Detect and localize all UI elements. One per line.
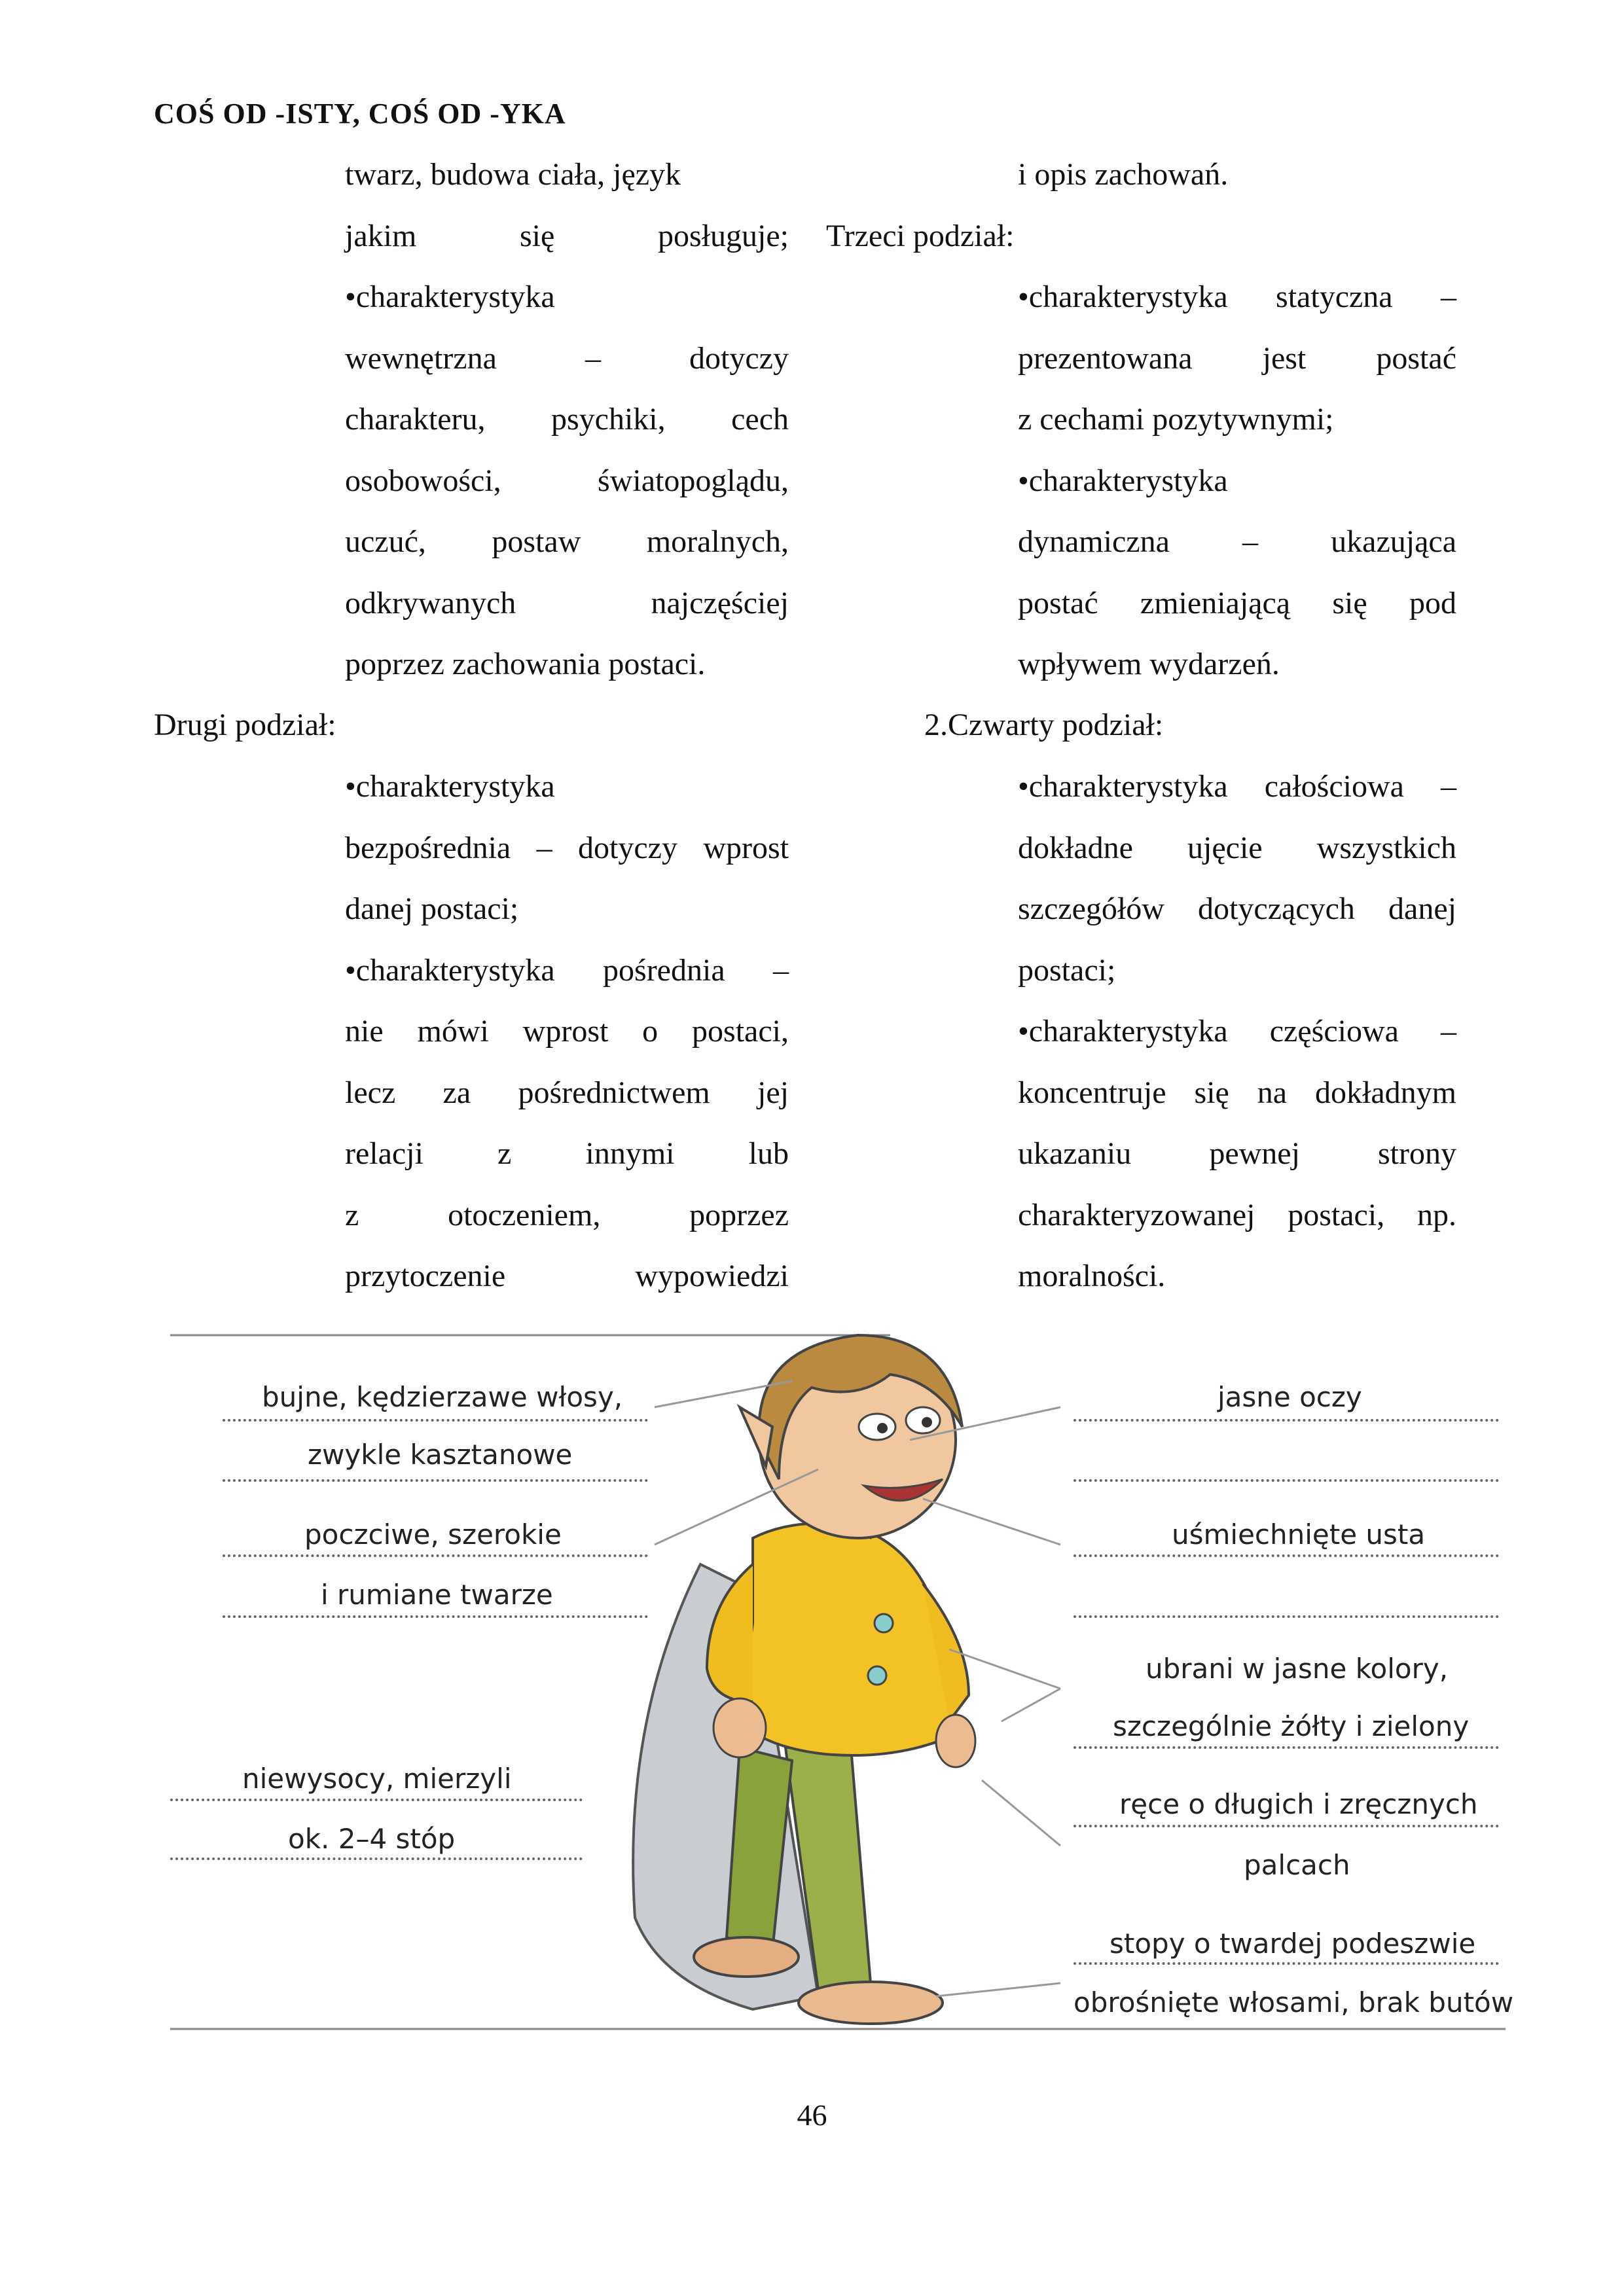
dotted-line [223, 1615, 648, 1618]
dotted-line [1074, 1962, 1499, 1965]
dotted-line [1074, 1479, 1499, 1482]
dotted-line [170, 1799, 583, 1801]
dotted-line [1074, 1554, 1499, 1557]
text-line: •charakterystyka całościowa – [1018, 769, 1456, 804]
dotted-line [223, 1479, 648, 1482]
hobbit-illustration [164, 1329, 1514, 2036]
label-feet-line2: obrośnięte włosami, brak butów [1074, 1986, 1514, 2018]
text-line: i opis zachowań. [1018, 157, 1229, 192]
label-feet-line1: stopy o twardej podeszwie [1110, 1928, 1476, 1960]
label-mouth: uśmiechnięte usta [1172, 1518, 1426, 1551]
text-line: nie mówi wprost o postaci, [345, 1014, 789, 1049]
column-right-subheading-fourth [924, 694, 1163, 756]
text-line: •charakterystyka statyczna – [1018, 279, 1456, 314]
column-right-subheading-third [826, 206, 1014, 267]
text-line: prezentowana jest postać [1018, 340, 1456, 376]
text-line: charakteryzowanej postaci, np. [1018, 1197, 1456, 1232]
text-line: danej postaci; [345, 891, 519, 926]
text-line: Trzeci podział: [826, 219, 1015, 253]
text-line: koncentruje się na dokładnym [1018, 1075, 1456, 1110]
label-face-line1: poczciwe, szerokie [304, 1518, 562, 1551]
dotted-line [223, 1419, 648, 1422]
text-line: jakim się posługuje; [345, 218, 789, 253]
text-line: wewnętrzna – dotyczy [345, 340, 789, 376]
column-right-middle [1018, 266, 1456, 695]
label-height-line2: ok. 2–4 stóp [288, 1823, 456, 1855]
text-line: z otoczeniem, poprzez [345, 1197, 789, 1232]
text-line: wpływem wydarzeń. [1018, 647, 1280, 681]
label-eyes: jasne oczy [1218, 1381, 1362, 1413]
column-left-top [345, 144, 789, 695]
text-line: odkrywanych najczęściej [345, 585, 789, 620]
dotted-line [1074, 1746, 1499, 1749]
label-face-line2: i rumiane twarze [321, 1579, 553, 1611]
label-hair-line1: bujne, kędzierzawe włosy, [262, 1381, 623, 1413]
text-line: szczegółów dotyczących danej [1018, 891, 1456, 926]
text-line: charakteru, psychiki, cech [345, 402, 789, 437]
text-line: postać zmieniającą się pod [1018, 585, 1456, 620]
page-number: 46 [797, 2098, 827, 2132]
text-line: moralności. [1018, 1259, 1166, 1293]
text-line: ukazaniu pewnej strony [1018, 1136, 1456, 1171]
text-line: z cechami pozytywnymi; [1018, 402, 1334, 437]
text-line: postaci; [1018, 952, 1116, 988]
text-line: relacji z innymi lub [345, 1136, 789, 1171]
label-hands-line2: palcach [1244, 1849, 1350, 1881]
text-line: dynamiczna – ukazująca [1018, 524, 1456, 559]
dotted-line [1074, 1419, 1499, 1422]
label-hands-line1: ręce o długich i zręcznych [1119, 1788, 1478, 1820]
text-line: dokładne ujęcie wszystkich [1018, 830, 1456, 865]
column-left-bottom [345, 756, 789, 1307]
text-line: lecz za pośrednictwem jej [345, 1075, 789, 1110]
dotted-line [1074, 1825, 1499, 1827]
text-line: osobowości, światopoglądu, [345, 463, 789, 498]
text-line: •charakterystyka [345, 279, 555, 314]
text-line: uczuć, postaw moralnych, [345, 524, 789, 559]
dotted-line [1074, 1615, 1499, 1618]
text-line: •charakterystyka [345, 769, 555, 804]
text-line: poprzez zachowania postaci. [345, 647, 706, 681]
label-clothes-line2: szczególnie żółty i zielony [1113, 1710, 1470, 1742]
dotted-line [223, 1554, 648, 1557]
text-line: •charakterystyka pośrednia – [345, 952, 789, 988]
text-line: •charakterystyka [1018, 463, 1228, 498]
section-title: COŚ OD -ISTY, COŚ OD -YKA [154, 98, 566, 130]
label-hair-line2: zwykle kasztanowe [308, 1439, 573, 1471]
text-line: bezpośrednia – dotyczy wprost [345, 830, 789, 865]
dotted-line [170, 1857, 583, 1860]
text-line: •charakterystyka częściowa – [1018, 1014, 1456, 1049]
column-right-bottom [1018, 756, 1456, 1307]
text-line: 2.Czwarty podział: [924, 708, 1164, 742]
label-height-line1: niewysocy, mierzyli [242, 1763, 512, 1795]
text-line: twarz, budowa ciała, język [345, 157, 681, 192]
label-clothes-line1: ubrani w jasne kolory, [1146, 1653, 1449, 1685]
text-line: przytoczenie wypowiedzi [345, 1259, 789, 1293]
text-line: Drugi podział: [154, 708, 336, 742]
column-right-top [1018, 144, 1456, 206]
column-left-subheading [154, 694, 336, 756]
